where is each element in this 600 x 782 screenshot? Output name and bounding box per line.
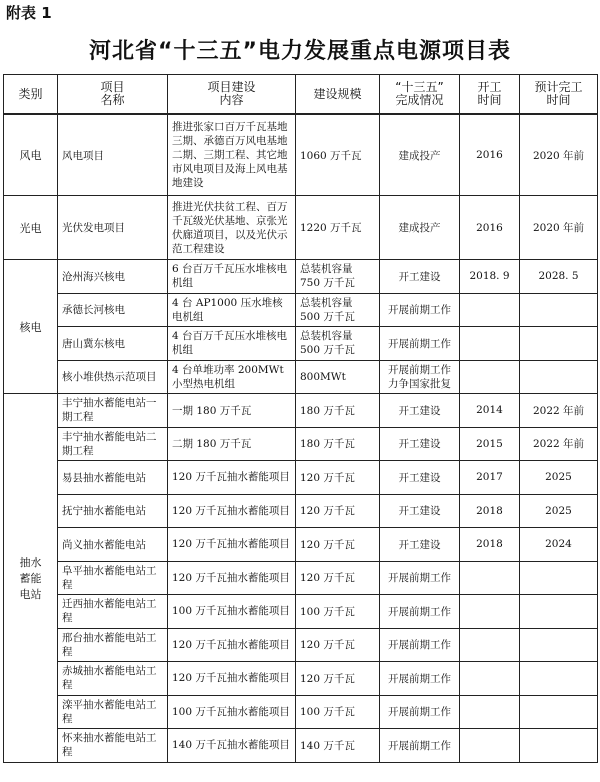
attachment-label: 附表 1 (6, 4, 52, 22)
project-status: 开展前期工作力争国家批复 (380, 360, 460, 394)
project-scale: 120 万千瓦 (296, 662, 380, 696)
table-row (4, 729, 598, 763)
project-content: 120 万千瓦抽水蓄能项目 (168, 528, 296, 562)
project-status: 开工建设 (380, 260, 460, 294)
project-name: 滦平抽水蓄能电站工程 (58, 695, 168, 729)
project-name: 风电项目 (58, 114, 168, 196)
project-finish (520, 561, 598, 595)
table-row (4, 695, 598, 729)
project-finish: 2020 年前 (520, 196, 598, 260)
project-scale: 1220 万千瓦 (296, 196, 380, 260)
header-name-text: 项目 名称 (100, 80, 125, 107)
header-scale-text: 建设规模 (313, 86, 362, 101)
page-title: 河北省“十三五”电力发展重点电源项目表 (89, 39, 511, 64)
project-finish (520, 595, 598, 629)
table-row (4, 528, 598, 562)
project-start: 2016 (460, 114, 520, 196)
project-scale: 120 万千瓦 (296, 528, 380, 562)
header-content (168, 75, 296, 115)
project-start: 2015 (460, 427, 520, 461)
project-name: 核小堆供热示范项目 (58, 360, 168, 394)
table-row (4, 628, 598, 662)
table-row (4, 561, 598, 595)
project-scale: 总装机容量 500 万千瓦 (296, 293, 380, 327)
header-category (4, 75, 58, 115)
header-scale (296, 75, 380, 115)
project-finish (520, 729, 598, 763)
project-status: 开展前期工作 (380, 628, 460, 662)
project-name: 光伏发电项目 (58, 196, 168, 260)
power-projects-table (3, 74, 598, 763)
project-content: 120 万千瓦抽水蓄能项目 (168, 628, 296, 662)
project-start (460, 327, 520, 361)
project-status: 开展前期工作 (380, 729, 460, 763)
project-finish (520, 628, 598, 662)
project-content: 推进张家口百万千瓦基地三期、承德百万风电基地二期、三期工程、其它地市风电项目及海上风电基地建设 (168, 114, 296, 196)
project-scale: 总装机容量 750 万千瓦 (296, 260, 380, 294)
project-name: 承德长河核电 (58, 293, 168, 327)
project-content: 4 台百万千瓦压水堆核电机组 (168, 327, 296, 361)
project-content: 推进光伏扶贫工程、百万千瓦级光伏基地、京张光伏廊道项目，以及光伏示范工程建设 (168, 196, 296, 260)
header-name (58, 75, 168, 115)
table-row (4, 114, 598, 196)
category-cell-solar: 光电 (4, 196, 58, 260)
project-finish (520, 662, 598, 696)
project-start: 2018. 9 (460, 260, 520, 294)
project-status: 开工建设 (380, 461, 460, 495)
header-status (380, 75, 460, 115)
project-finish (520, 327, 598, 361)
table-row (4, 394, 598, 428)
project-scale: 100 万千瓦 (296, 595, 380, 629)
header-finish (520, 75, 598, 115)
header-finish-text: 预计完工 时间 (534, 80, 583, 107)
project-scale: 800MWt (296, 360, 380, 394)
project-scale: 120 万千瓦 (296, 561, 380, 595)
project-scale: 120 万千瓦 (296, 461, 380, 495)
project-content: 一期 180 万千瓦 (168, 394, 296, 428)
table-row (4, 196, 598, 260)
project-finish: 2028. 5 (520, 260, 598, 294)
table-row (4, 461, 598, 495)
header-category-text: 类别 (18, 86, 43, 101)
project-scale: 120 万千瓦 (296, 628, 380, 662)
project-content: 120 万千瓦抽水蓄能项目 (168, 461, 296, 495)
project-finish: 2020 年前 (520, 114, 598, 196)
header-content-text: 项目建设 内容 (207, 80, 256, 107)
project-scale: 140 万千瓦 (296, 729, 380, 763)
project-content: 4 台 AP1000 压水堆核电机组 (168, 293, 296, 327)
project-status: 开展前期工作 (380, 327, 460, 361)
project-name: 阜平抽水蓄能电站工程 (58, 561, 168, 595)
project-name: 易县抽水蓄能电站 (58, 461, 168, 495)
project-scale: 100 万千瓦 (296, 695, 380, 729)
header-start (460, 75, 520, 115)
project-start (460, 628, 520, 662)
project-name: 唐山冀东核电 (58, 327, 168, 361)
project-content: 140 万千瓦抽水蓄能项目 (168, 729, 296, 763)
category-cell-wind: 风电 (4, 114, 58, 196)
project-content: 120 万千瓦抽水蓄能项目 (168, 662, 296, 696)
project-start: 2018 (460, 494, 520, 528)
project-start (460, 561, 520, 595)
table-row (4, 327, 598, 361)
project-start: 2016 (460, 196, 520, 260)
project-name: 丰宁抽水蓄能电站二期工程 (58, 427, 168, 461)
project-finish: 2022 年前 (520, 394, 598, 428)
table-row (4, 494, 598, 528)
project-status: 开展前期工作 (380, 561, 460, 595)
table-row (4, 595, 598, 629)
table-row (4, 662, 598, 696)
project-start (460, 662, 520, 696)
project-finish (520, 293, 598, 327)
project-start: 2014 (460, 394, 520, 428)
project-name: 丰宁抽水蓄能电站一期工程 (58, 394, 168, 428)
project-start (460, 595, 520, 629)
project-scale: 总装机容量 500 万千瓦 (296, 327, 380, 361)
project-start (460, 729, 520, 763)
project-content: 100 万千瓦抽水蓄能项目 (168, 595, 296, 629)
project-status: 开工建设 (380, 427, 460, 461)
project-status: 开工建设 (380, 494, 460, 528)
project-name: 尚义抽水蓄能电站 (58, 528, 168, 562)
table-row (4, 260, 598, 294)
project-content: 100 万千瓦抽水蓄能项目 (168, 695, 296, 729)
project-content: 6 台百万千瓦压水堆核电机组 (168, 260, 296, 294)
project-start (460, 695, 520, 729)
table-row (4, 360, 598, 394)
project-content: 120 万千瓦抽水蓄能项目 (168, 561, 296, 595)
project-name: 怀来抽水蓄能电站工程 (58, 729, 168, 763)
project-content: 4 台单堆功率 200MWt 小型热电机组 (168, 360, 296, 394)
project-status: 开展前期工作 (380, 595, 460, 629)
project-status: 开工建设 (380, 528, 460, 562)
project-status: 建成投产 (380, 114, 460, 196)
project-finish: 2022 年前 (520, 427, 598, 461)
project-status: 开展前期工作 (380, 662, 460, 696)
project-status: 开展前期工作 (380, 695, 460, 729)
project-content: 二期 180 万千瓦 (168, 427, 296, 461)
project-start: 2017 (460, 461, 520, 495)
project-start: 2018 (460, 528, 520, 562)
table-row (4, 427, 598, 461)
project-finish: 2024 (520, 528, 598, 562)
project-name: 迁西抽水蓄能电站工程 (58, 595, 168, 629)
header-status-text: “十三五” 完成情况 (395, 80, 444, 107)
project-finish (520, 695, 598, 729)
table-header-row (4, 75, 598, 115)
project-name: 邢台抽水蓄能电站工程 (58, 628, 168, 662)
project-scale: 1060 万千瓦 (296, 114, 380, 196)
project-scale: 180 万千瓦 (296, 427, 380, 461)
project-scale: 180 万千瓦 (296, 394, 380, 428)
project-finish: 2025 (520, 461, 598, 495)
project-name: 赤城抽水蓄能电站工程 (58, 662, 168, 696)
project-status: 建成投产 (380, 196, 460, 260)
project-name: 抚宁抽水蓄能电站 (58, 494, 168, 528)
category-cell-pumped-storage: 抽水 蓄能 电站 (4, 394, 58, 763)
header-start-text: 开工 时间 (477, 80, 502, 107)
project-name: 沧州海兴核电 (58, 260, 168, 294)
table-row (4, 293, 598, 327)
project-finish (520, 360, 598, 394)
project-content: 120 万千瓦抽水蓄能项目 (168, 494, 296, 528)
category-cell-nuclear: 核电 (4, 260, 58, 394)
project-status: 开展前期工作 (380, 293, 460, 327)
project-status: 开工建设 (380, 394, 460, 428)
project-start (460, 360, 520, 394)
project-finish: 2025 (520, 494, 598, 528)
project-scale: 120 万千瓦 (296, 494, 380, 528)
project-start (460, 293, 520, 327)
